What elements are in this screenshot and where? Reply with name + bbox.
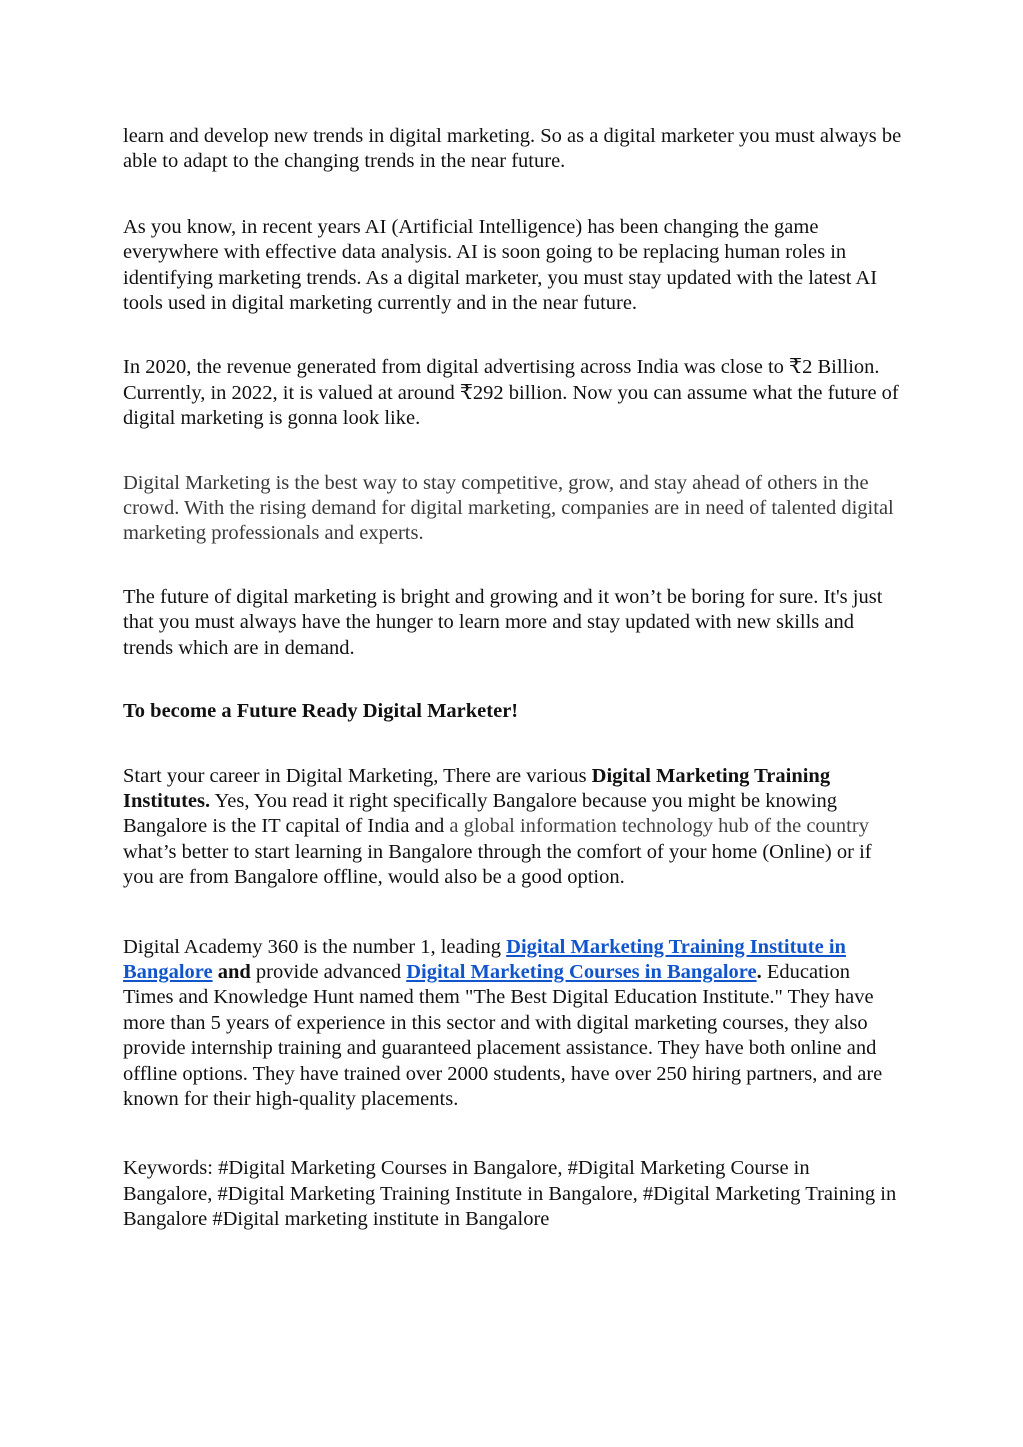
document-page xyxy=(123,124,903,1233)
paragraph-ai: As you know, in recent years AI (Artificial Intelligence) has been changing the game everywhere with effective data analysis. AI is soon going to be replacing human roles in identifying marketing trends. As a digital marketer, you must stay updated with the latest AI tools used in digital marketing currently and in the near future. xyxy=(123,215,878,315)
academy-lead-text: Digital Academy 360 is the number 1, leading xyxy=(123,935,507,958)
paragraph-academy xyxy=(123,935,903,1113)
academy-mid-text: provide advanced xyxy=(250,960,407,983)
section-heading: To become a Future Ready Digital Marketer! xyxy=(123,700,519,723)
paragraph-future-bright: The future of digital marketing is bright and growing and it won’t be boring for sure. It's just that you must always have the hunger to learn more and stay updated with new skills and trends which are in demand. xyxy=(123,585,883,659)
career-tail-text: what’s better to start learning in Bangalore through the comfort of your home (Online) or if you are from Bangalore offline, would also be a good option. xyxy=(123,840,872,889)
career-mid-text: Yes, You read it right specifically Bangalore because you might be knowing Bangalore is the IT capital of India and xyxy=(123,789,837,838)
academy-and-text: and xyxy=(212,960,251,983)
paragraph-adapt-trends: learn and develop new trends in digital marketing. So as a digital marketer you must always be able to adapt to the changing trends in the near future. xyxy=(123,125,902,173)
paragraph-competitive: Digital Marketing is the best way to stay competitive, grow, and stay ahead of others in the crowd. With the rising demand for digital marketing, companies are in need of talented digital marketing professionals and experts. xyxy=(123,471,894,545)
paragraph-career xyxy=(123,764,903,891)
paragraph-revenue: In 2020, the revenue generated from digital advertising across India was close to ₹2 Billion. Currently, in 2022, it is valued at around ₹292 billion. Now you can assume what the future of digital marketing is gonna look like. xyxy=(123,356,899,430)
career-highlight-text: a global information technology hub of the country xyxy=(449,815,869,838)
academy-dot-text: . xyxy=(756,960,762,983)
academy-tail-text: Education Times and Knowledge Hunt named them "The Best Digital Education Institute." They have more than 5 years of experience in this sector and with digital marketing courses, they also provide internship training and guaranteed placement assistance. They have both online and offline options. They have trained over 2000 students, have over 250 hiring partners, and are known for their high-quality placements. xyxy=(123,960,883,1110)
career-lead-text: Start your career in Digital Marketing, There are various xyxy=(123,764,592,787)
training-institute-link[interactable]: Digital Marketing Training Institute in Bangalore xyxy=(123,935,846,983)
paragraph-keywords: Keywords: #Digital Marketing Courses in Bangalore, #Digital Marketing Course in Bangalore, #Digital Marketing Training Institute in Bangalore, #Digital Marketing Training in Bangalore #Digital marketing institute in Bangalore xyxy=(123,1157,897,1231)
courses-link[interactable]: Digital Marketing Courses in Bangalore xyxy=(406,960,757,983)
career-bold-text: Digital Marketing Training Institutes. xyxy=(123,764,831,812)
